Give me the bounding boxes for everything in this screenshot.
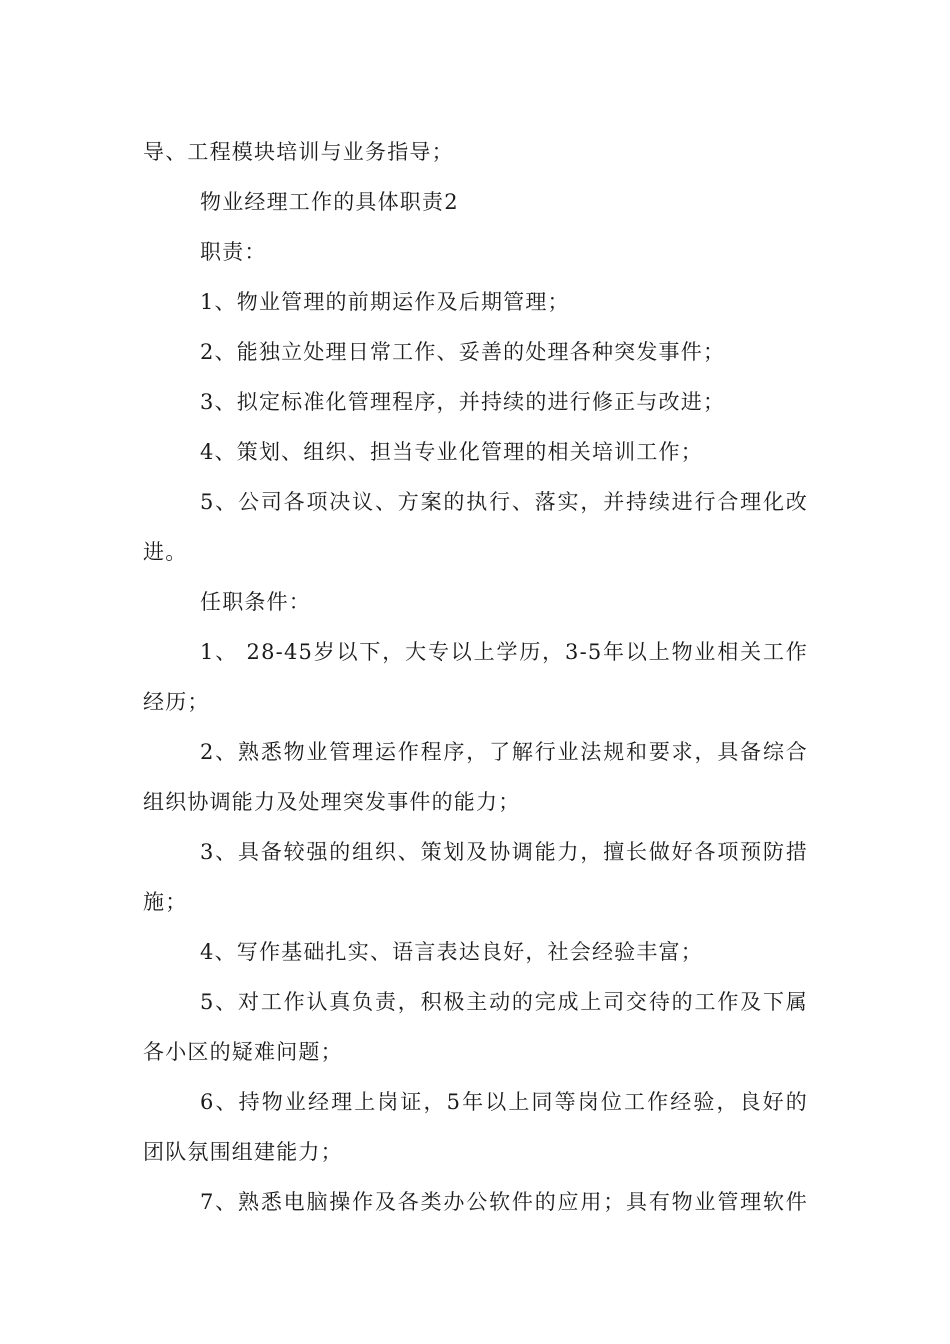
requirement-item-2: 2、熟悉物业管理运作程序，了解行业法规和要求，具备综合 [200,740,808,764]
requirement-item-6: 6、持物业经理上岗证，5年以上同等岗位工作经验，良好的 [200,1090,808,1114]
text-line-continuation: 导、工程模块培训与业务指导； [143,140,454,164]
duty-item-5-continued: 进。 [143,540,188,564]
duty-item-4: 4、策划、组织、担当专业化管理的相关培训工作； [200,440,703,464]
requirement-item-1-continued: 经历； [143,690,210,714]
duty-item-1: 1、物业管理的前期运作及后期管理； [200,290,570,314]
requirement-item-3-continued: 施； [143,890,188,914]
duty-item-5: 5、公司各项决议、方案的执行、落实，并持续进行合理化改 [200,490,808,514]
section-heading: 物业经理工作的具体职责2 [200,190,459,214]
requirement-item-5-continued: 各小区的疑难问题； [143,1040,343,1064]
requirement-item-4: 4、写作基础扎实、语言表达良好，社会经验丰富； [200,940,703,964]
duty-item-2: 2、能独立处理日常工作、妥善的处理各种突发事件； [200,340,726,364]
requirement-item-5: 5、对工作认真负责，积极主动的完成上司交待的工作及下属 [200,990,808,1014]
subheading-duties: 职责： [200,240,267,264]
subheading-requirements: 任职条件： [200,590,311,614]
requirement-item-6-continued: 团队氛围组建能力； [143,1140,343,1164]
duty-item-3: 3、拟定标准化管理程序，并持续的进行修正与改进； [200,390,726,414]
requirement-item-1: 1、 28-45岁以下，大专以上学历，3-5年以上物业相关工作 [200,640,808,664]
requirement-item-7: 7、熟悉电脑操作及各类办公软件的应用；具有物业管理软件 [200,1190,808,1214]
requirement-item-3: 3、具备较强的组织、策划及协调能力，擅长做好各项预防措 [200,840,808,864]
requirement-item-2-continued: 组织协调能力及处理突发事件的能力； [143,790,521,814]
